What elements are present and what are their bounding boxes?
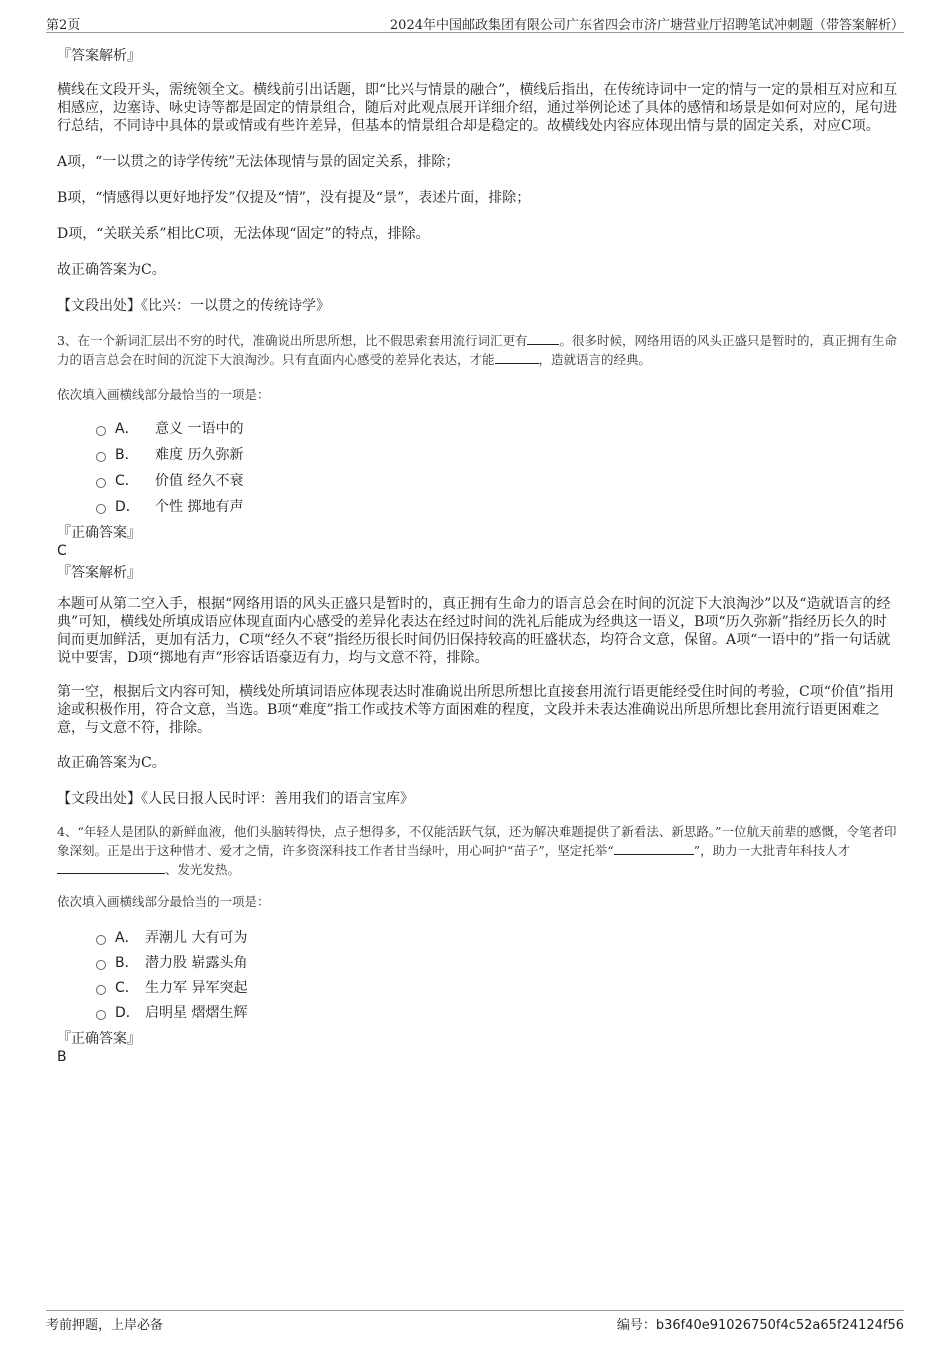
correct-answer-label: 『正确答案』 bbox=[57, 1031, 141, 1047]
radio-icon[interactable] bbox=[96, 478, 106, 488]
analysis-paragraph: 本题可从第二空入手，根据“网络用语的风头正盛只是暂时的，真正拥有生命力的语言总会在时间的沉淀下大浪淘沙”以及“造就语言的经典”可知，横线处所填成语应体现直面内心感受的差异化表达在经过时间的洗礼后能成为经典这一语义，B项“历久弥新”指经历长久的时间而更加鲜活，更加有活力，C项“经久不衰”指经历很长时间仍旧保持较高的旺盛状态，均符合文意，保留。A项“一语中的”指一句话就说中要害，D项“掷地有声”形容话语豪迈有力，均与文意不符，排除。 bbox=[57, 596, 891, 666]
option-c[interactable]: C． 价值 经久不衰 bbox=[96, 468, 899, 494]
radio-icon[interactable] bbox=[96, 960, 106, 970]
analysis-option-a: A项，“一以贯之的诗学传统”无法体现情与景的固定关系，排除； bbox=[57, 154, 460, 170]
document-body bbox=[57, 47, 899, 1066]
answer-blank bbox=[57, 861, 165, 874]
answer-blank bbox=[495, 351, 539, 364]
source-citation: 【文段出处】《比兴：一以贯之的传统诗学》 bbox=[57, 298, 330, 314]
option-b[interactable]: B． 潜力股 崭露头角 bbox=[96, 950, 899, 975]
footer-slogan: 考前押题，上岸必备 bbox=[46, 1318, 164, 1333]
radio-icon[interactable] bbox=[96, 504, 106, 514]
conclusion: 故正确答案为C。 bbox=[57, 262, 166, 278]
analysis-label: 『答案解析』 bbox=[57, 565, 141, 581]
page-header bbox=[46, 12, 904, 33]
page-number: 第2页 bbox=[46, 18, 81, 33]
radio-icon[interactable] bbox=[96, 452, 106, 462]
conclusion: 故正确答案为C。 bbox=[57, 755, 166, 771]
correct-answer: C bbox=[57, 543, 67, 559]
document-title: 2024年中国邮政集团有限公司广东省四会市济广塘营业厅招聘笔试冲刺题（带答案解析） bbox=[389, 18, 904, 33]
analysis-paragraph: 横线在文段开头，需统领全文。横线前引出话题，即“比兴与情景的融合”，横线后指出，在传统诗词中一定的情与一定的景相互对应和互相感应，边塞诗、咏史诗等都是固定的情景组合，随后对此观点展开详细介绍，通过举例论述了具体的感情和场景是如何对应的，尾句进行总结，不同诗中具体的景或情或有些许差异，但基本的情景组合却是稳定的。故横线处内容应体现出情与景的固定关系，对应C项。 bbox=[57, 82, 898, 134]
correct-answer: B bbox=[57, 1049, 67, 1065]
source-citation: 【文段出处】《人民日报人民时评：善用我们的语言宝库》 bbox=[57, 791, 414, 807]
answer-blank bbox=[527, 332, 559, 345]
document-id: 编号：b36f40e91026750f4c52a65f24124f56 bbox=[616, 1318, 904, 1333]
option-d[interactable]: D． 个性 掷地有声 bbox=[96, 494, 899, 520]
analysis-option-b: B项，“情感得以更好地抒发”仅提及“情”，没有提及“景”，表述片面，排除； bbox=[57, 190, 531, 206]
question-stem: 4、“年轻人是团队的新鲜血液，他们头脑转得快，点子想得多，不仅能活跃气氛，还为解决难题提供了新看法、新思路。”一位航天前辈的感慨，令笔者印象深刻。正是出于这种惜才、爱才之情，许多资深科技工作者甘当绿叶，用心呵护“苗子”，坚定托举“ ”，助力一大批青年科技人才 、发光发热。 bbox=[57, 824, 897, 877]
option-list bbox=[96, 416, 899, 520]
radio-icon[interactable] bbox=[96, 935, 106, 945]
radio-icon[interactable] bbox=[96, 1010, 106, 1020]
option-c[interactable]: C． 生力军 异军突起 bbox=[96, 975, 899, 1000]
option-list bbox=[96, 925, 899, 1025]
option-a[interactable]: A． 意义 一语中的 bbox=[96, 416, 899, 442]
radio-icon[interactable] bbox=[96, 985, 106, 995]
analysis-paragraph: 第一空，根据后文内容可知，横线处所填词语应体现表达时准确说出所思所想比直接套用流行语更能经受住时间的考验，C项“价值”指用途或积极作用，符合文意，当选。B项“难度”指工作或技术等方面困难的程度，文段并未表达准确说出所思所想比套用流行语更困难之意，与文意不符，排除。 bbox=[57, 684, 895, 736]
radio-icon[interactable] bbox=[96, 426, 106, 436]
page-footer bbox=[46, 1310, 904, 1333]
analysis-label: 『答案解析』 bbox=[57, 48, 141, 64]
option-b[interactable]: B． 难度 历久弥新 bbox=[96, 442, 899, 468]
analysis-option-d: D项，“关联关系”相比C项，无法体现“固定”的特点，排除。 bbox=[57, 226, 430, 242]
question-instruction: 依次填入画横线部分最恰当的一项是： bbox=[57, 387, 270, 402]
answer-blank bbox=[614, 842, 694, 855]
option-a[interactable]: A． 弄潮儿 大有可为 bbox=[96, 925, 899, 950]
question-stem: 3、在一个新词汇层出不穷的时代，准确说出所思所想，比不假思索套用流行词汇更有 。很多时候，网络用语的风头正盛只是暂时的，真正拥有生命力的语言总会在时间的沉淀下大浪淘沙。只有直面内心感受的差异化表达，才能 ，造就语言的经典。 bbox=[57, 333, 897, 367]
option-d[interactable]: D． 启明星 熠熠生辉 bbox=[96, 1000, 899, 1025]
correct-answer-label: 『正确答案』 bbox=[57, 525, 141, 541]
question-instruction: 依次填入画横线部分最恰当的一项是： bbox=[57, 894, 270, 909]
